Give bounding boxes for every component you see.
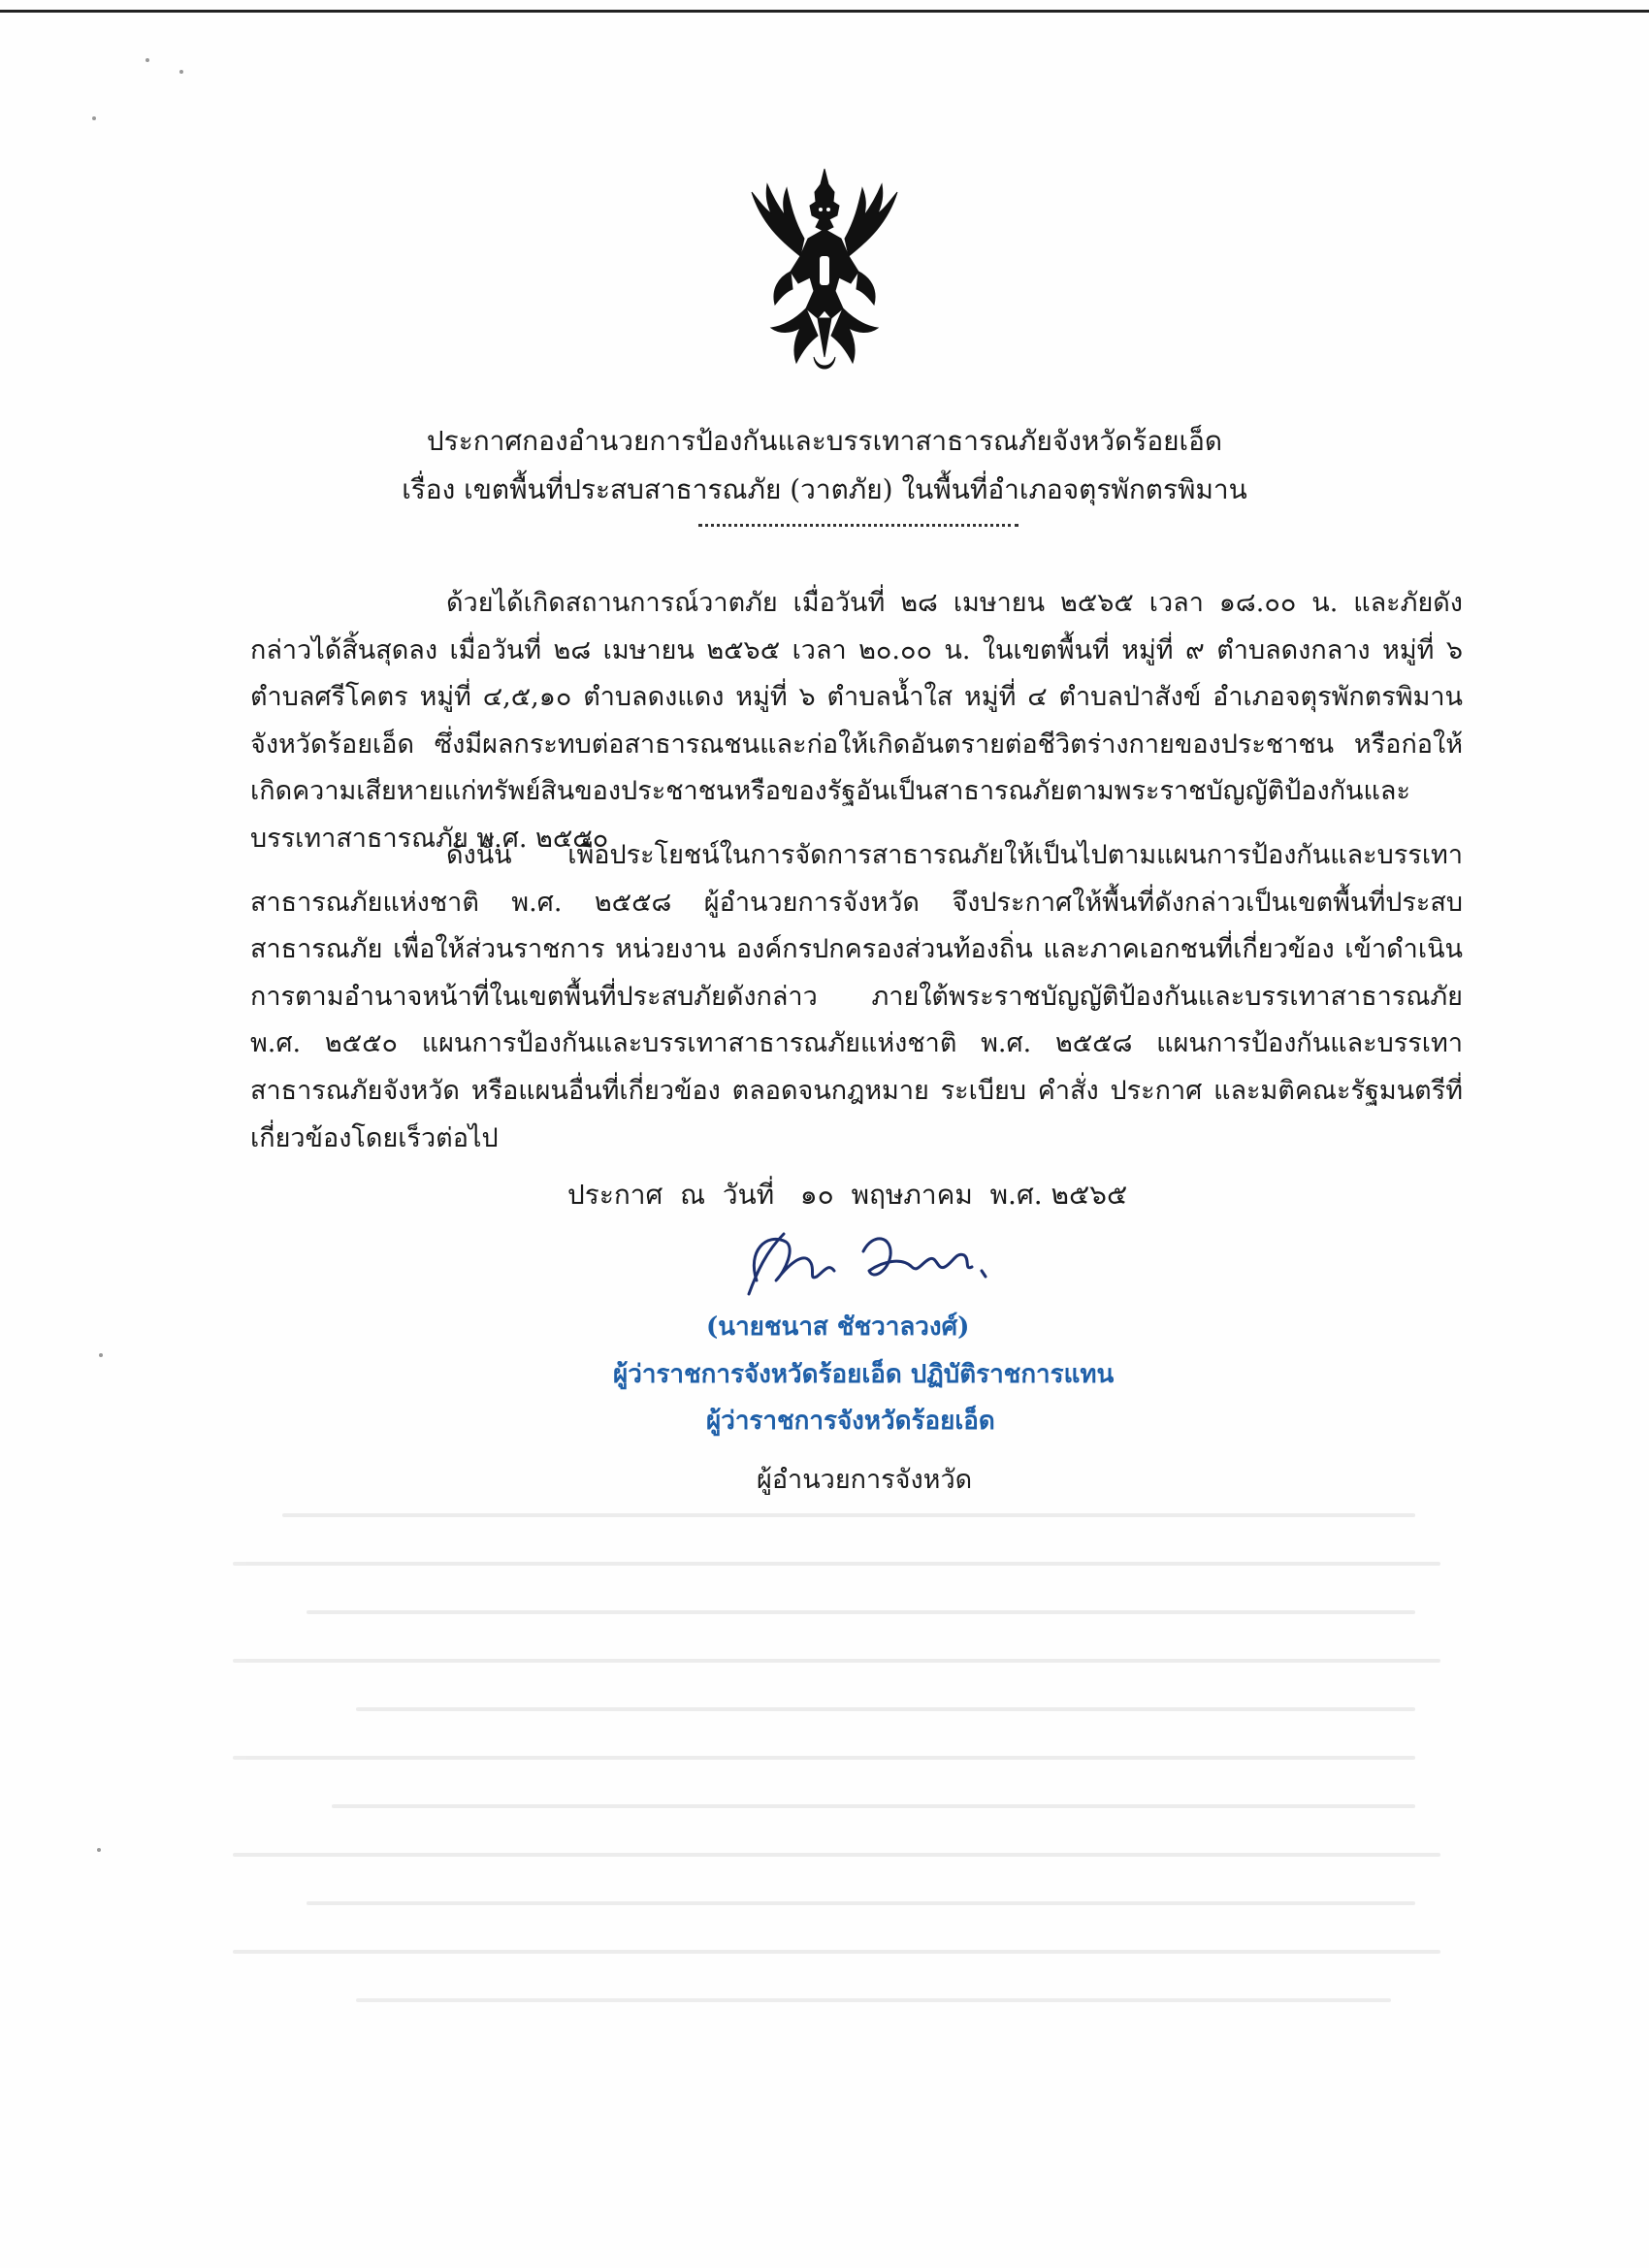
signer-name: (นายชนาส ชัชวาลวงศ์) bbox=[706, 1312, 970, 1342]
announcement-date: ประกาศ ณ วันที่ ๑๐ พฤษภาคม พ.ศ. ๒๕๖๕ bbox=[567, 1179, 1128, 1211]
signer-role: ผู้อำนวยการจังหวัด bbox=[757, 1465, 973, 1495]
signer-title-governor: ผู้ว่าราชการจังหวัดร้อยเอ็ด bbox=[706, 1407, 995, 1436]
announcement-subject: เรื่อง เขตพื้นที่ประสบสาธารณภัย (วาตภัย) ในพื้นที่อำเภอจตุรพักตรพิมาน bbox=[402, 473, 1247, 505]
bleed-through-text bbox=[233, 1513, 1465, 2095]
announcement-heading: ประกาศกองอำนวยการป้องกันและบรรเทาสาธารณภัยจังหวัดร้อยเอ็ด bbox=[426, 425, 1223, 457]
body-paragraph-1: ด้วยได้เกิดสถานการณ์วาตภัย เมื่อวันที่ ๒๘ เมษายน ๒๕๖๕ เวลา ๑๘.๐๐ น. และภัยดังกล่าวได้สิ้นสุดลง เมื่อวันที่ ๒๘ เมษายน ๒๕๖๕ เวลา ๒๐.๐๐ น. ในเขตพื้นที่ หมู่ที่ ๙ ตำบลดงกลาง หมู่ที่ ๖ ตำบลศรีโคตร หมู่ที่ ๔,๕,๑๐ ตำบลดงแดง หมู่ที่ ๖ ตำบลน้ำใส หมู่ที่ ๔ ตำบลป่าสังข์ อำเภอจตุรพักตรพิมาน จังหวัดร้อยเอ็ด ซึ่งมีผลกระทบต่อสาธารณชนและก่อให้เกิดอันตรายต่อชีวิตร่างกายของประชาชน หรือก่อให้เกิดความเสียหายแก่ทรัพย์สินของประชาชนหรือของรัฐอันเป็นสาธารณภัยตามพระราชบัญญัติป้องกันและบรรเทาสาธารณภัย พ.ศ. ๒๕๕๐ bbox=[250, 588, 1463, 854]
body-paragraph-2: ดังนั้น เพื่อประโยชน์ในการจัดการสาธารณภัยให้เป็นไปตามแผนการป้องกันและบรรเทาสาธารณภัยแห่งชาติ พ.ศ. ๒๕๕๘ ผู้อำนวยการจังหวัด จึงประกาศให้พื้นที่ดังกล่าวเป็นเขตพื้นที่ประสบสาธารณภัย เพื่อให้ส่วนราชการ หน่วยงาน องค์กรปกครองส่วนท้องถิ่น และภาคเอกชนที่เกี่ยวข้อง เข้าดำเนินการตามอำนาจหน้าที่ในเขตพื้นที่ประสบภัยดังกล่าว ภายใต้พระราชบัญญัติป้องกันและบรรเทาสาธารณภัย พ.ศ. ๒๕๕๐ แผนการป้องกันและบรรเทาสาธารณภัยแห่งชาติ พ.ศ. ๒๕๕๘ แผนการป้องกันและบรรเทาสาธารณภัยจังหวัด หรือแผนอื่นที่เกี่ยวข้อง ตลอดจนกฎหมาย ระเบียบ คำสั่ง ประกาศ และมติคณะรัฐมนตรีที่เกี่ยวข้องโดยเร็วต่อไป bbox=[250, 840, 1463, 1153]
scan-top-edge bbox=[0, 10, 1649, 13]
signer-title-acting: ผู้ว่าราชการจังหวัดร้อยเอ็ด ปฏิบัติราชการแทน bbox=[613, 1360, 1115, 1389]
handwritten-signature bbox=[728, 1213, 1018, 1310]
garuda-emblem-icon bbox=[732, 163, 917, 386]
dotted-divider bbox=[698, 524, 1018, 527]
